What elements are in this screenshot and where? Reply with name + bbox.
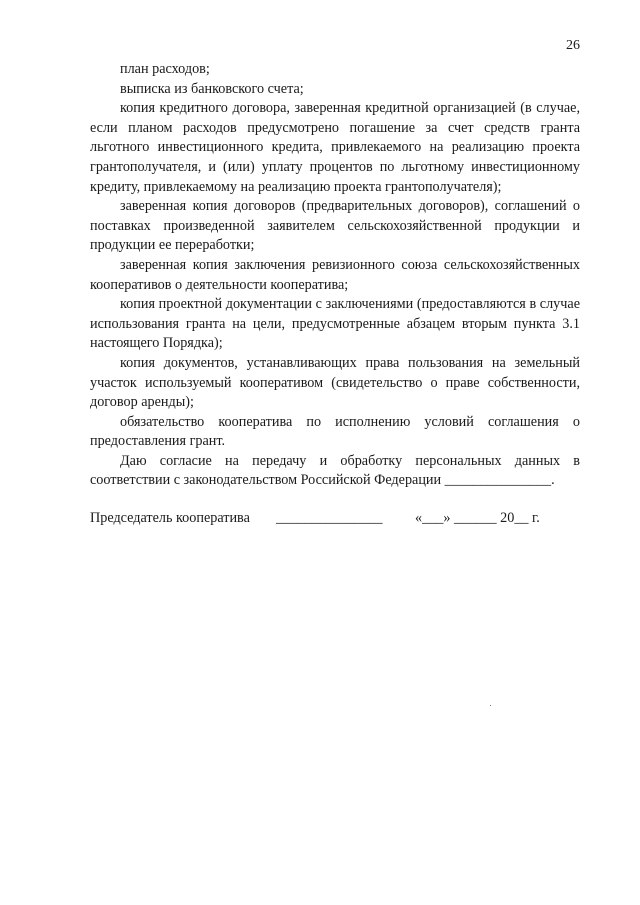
document-body xyxy=(90,60,580,491)
page-number: 26 xyxy=(566,38,580,53)
signature-date: «___» ______ 20__ г. xyxy=(415,510,540,526)
list-item-obligation: обязательство кооператива по исполнению условий соглашения о предоставления грант. xyxy=(90,413,580,450)
consent-paragraph: Даю согласие на передачу и обработку персональных данных в соответствии с законодательством Российской Федерации _______________. xyxy=(90,452,580,489)
scan-speck xyxy=(490,705,491,706)
list-item-expense-plan: план расходов; xyxy=(120,61,210,77)
list-item-bank-statement: выписка из банковского счета; xyxy=(120,80,304,97)
list-item-credit-agreement: копия кредитного договора, заверенная кредитной организацией (в случае, если планом расходов предусмотрено погашение за счет средств гранта льготного инвестиционного кредита, привлекаемого на реализацию проекта грантополучателя, и (или) уплату процентов по льготному инвестиционному кредиту, привлекаемому на реализацию проекта грантополучателя); xyxy=(90,100,580,195)
signature-label: Председатель кооператива xyxy=(90,510,250,526)
signature-line: _______________ xyxy=(276,510,383,526)
list-item-supply-contracts: заверенная копия договоров (предварительных договоров), соглашений о поставках произведенной заявителем сельскохозяйственной продукции и продукции ее переработки; xyxy=(90,198,580,254)
list-item-land-rights: копия документов, устанавливающих права пользования на земельный участок используемый кооперативом (свидетельство о праве собственности, договор аренды); xyxy=(90,354,580,411)
list-item-audit-conclusion: заверенная копия заключения ревизионного союза сельскохозяйственных кооперативов о деятельности кооператива; xyxy=(90,256,580,293)
list-item-project-documentation: копия проектной документации с заключениями (предоставляются в случае использования гранта на цели, предусмотренные абзацем вторым пункта 3.1 настоящего Порядка); xyxy=(90,296,580,352)
signature-block xyxy=(90,510,580,527)
